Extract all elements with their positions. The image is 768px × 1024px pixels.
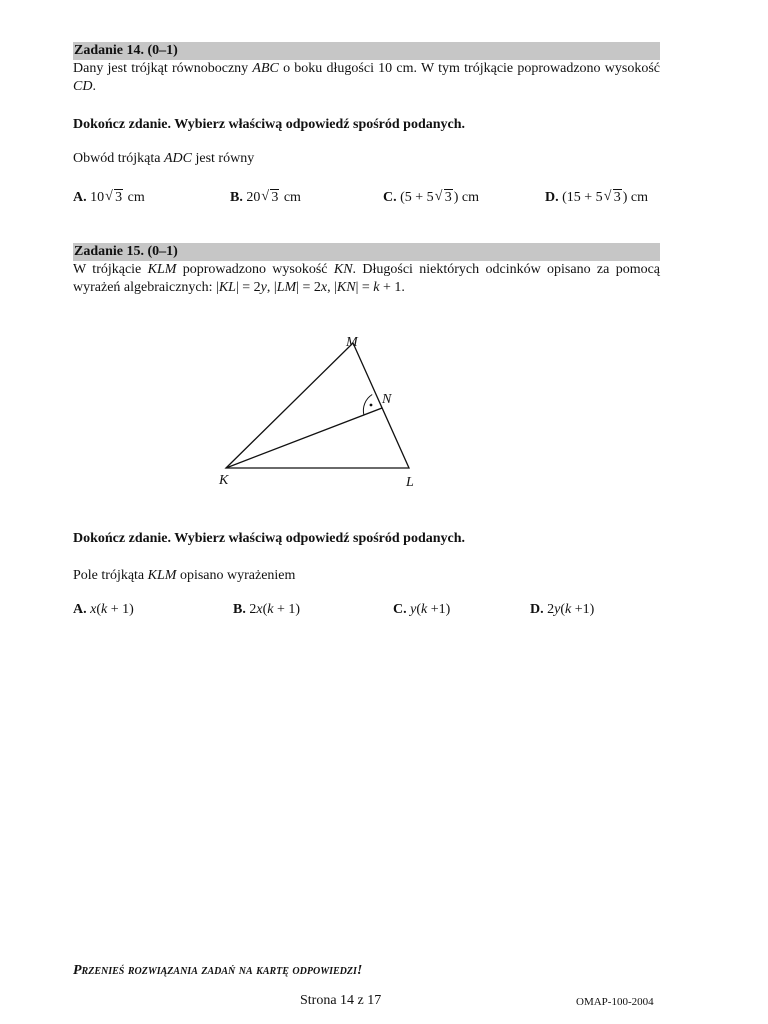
label-k: K [219,473,229,488]
task-14-option-c[interactable]: C. (5 + 5 √ 3 ) cm [383,189,479,205]
task-15-text: W trójkącie KLM poprowadzono wysokość KN. Długości niektórych odcinków opisano za pomocą wyrażeń algebraicznych: |KL| = 2y, |LM| = 2x, |KN| = k + 1. [73,262,661,295]
sqrt-symbol: √ 3 [105,189,123,205]
right-angle-dot [370,404,373,407]
label-m: M [346,335,358,350]
task-14-option-a[interactable]: A. 10 √ 3 cm [73,189,145,205]
task-14-prompt: Obwód trójkąta ADC jest równy [73,151,255,166]
task-15-option-a[interactable]: A. x(k + 1) [73,602,134,617]
task-15-header: Zadanie 15. (0–1) [73,243,660,261]
footer-note: Przenieś rozwiązania zadań na kartę odpowiedzi! [73,963,363,978]
task-15-instruction: Dokończ zdanie. Wybierz właściwą odpowiedź spośród podanych. [73,531,466,546]
label-n: N [382,392,392,407]
sqrt-symbol: √ 3 [603,189,621,205]
height-kn [226,408,382,468]
task-15-option-d[interactable]: D. 2y(k +1) [530,602,595,617]
page-number: Strona 14 z 17 [300,993,382,1008]
task-14-header: Zadanie 14. (0–1) [73,42,660,60]
triangle-svg [205,330,435,500]
triangle-klm-figure [205,330,435,500]
task-15 [73,243,660,297]
task-14-instruction: Dokończ zdanie. Wybierz właściwą odpowiedź spośród podanych. [73,117,466,132]
task-14-text: Dany jest trójkąt równoboczny ABC o boku długości 10 cm. W tym trójkącie poprowadzono wysokość CD. [73,61,660,94]
exam-code: OMAP-100-2004 [576,996,654,1008]
task-15-option-c[interactable]: C. y(k +1) [393,602,451,617]
task-15-option-b[interactable]: B. 2x(k + 1) [233,602,301,617]
task-14 [73,42,660,96]
task-14-option-d[interactable]: D. (15 + 5 √ 3 ) cm [545,189,648,205]
sqrt-symbol: √ 3 [261,189,279,205]
task-15-prompt: Pole trójkąta KLM opisano wyrażeniem [73,568,296,583]
label-l: L [406,475,414,490]
sqrt-symbol: √ 3 [434,189,452,205]
task-14-option-b[interactable]: B. 20 √ 3 cm [230,189,301,205]
